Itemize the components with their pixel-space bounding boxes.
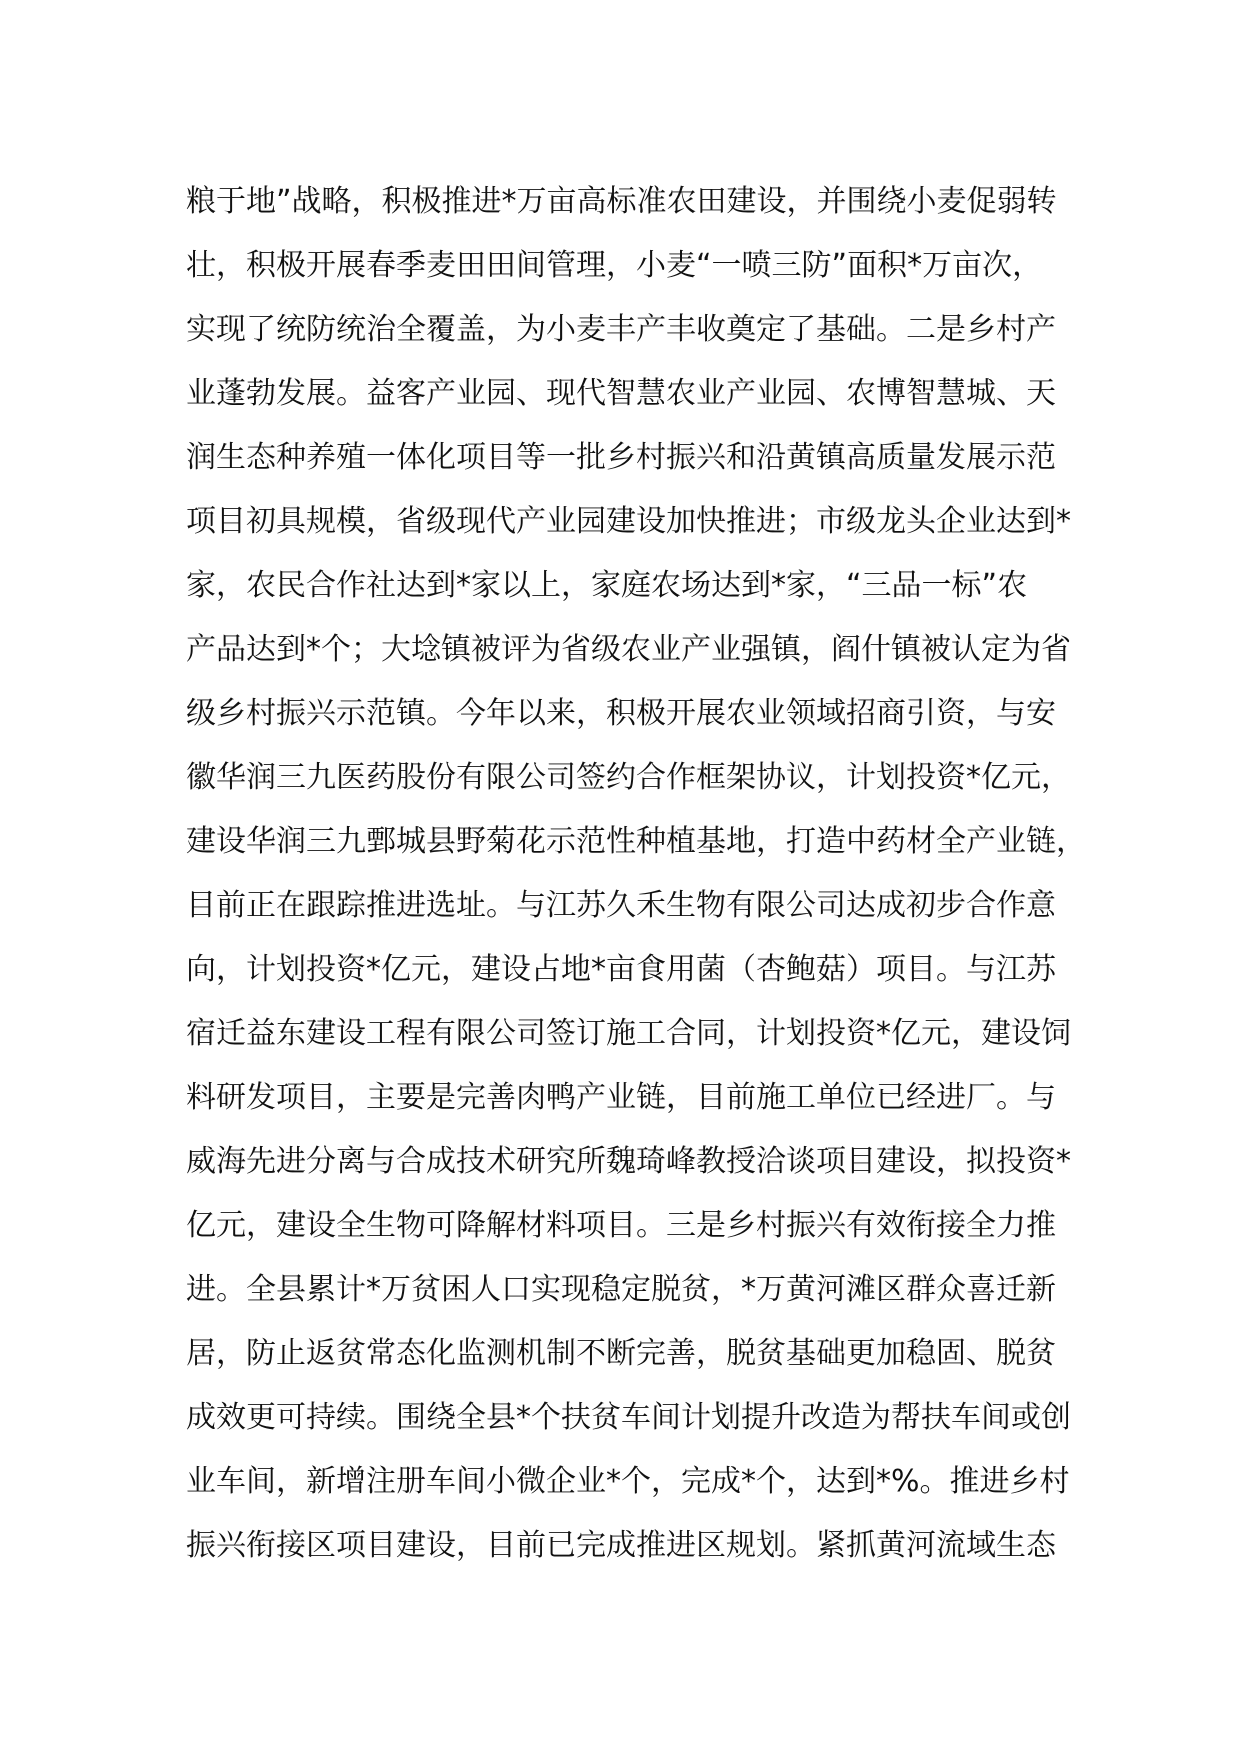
text-line: 料研发项目，主要是完善肉鸭产业链，目前施工单位已经进厂。与 (186, 1080, 1056, 1115)
text-line: 振兴衔接区项目建设，目前已完成推进区规划。紧抓黄河流域生态 (186, 1528, 1056, 1563)
text-line: 居，防止返贫常态化监测机制不断完善，脱贫基础更加稳固、脱贫 (186, 1336, 1056, 1371)
text-line: 家，农民合作社达到*家以上，家庭农场达到*家，“三品一标”农 (186, 568, 1028, 603)
text-line: 建设华润三九鄄城县野菊花示范性种植基地，打造中药材全产业链， (186, 824, 1086, 859)
text-line: 亿元，建设全生物可降解材料项目。三是乡村振兴有效衔接全力推 (186, 1208, 1056, 1243)
text-line: 润生态种养殖一体化项目等一批乡村振兴和沿黄镇高质量发展示范 (186, 440, 1056, 475)
text-line: 项目初具规模，省级现代产业园建设加快推进；市级龙头企业达到* (186, 504, 1071, 539)
text-line: 向，计划投资*亿元，建设占地*亩食用菌（杏鲍菇）项目。与江苏 (186, 952, 1056, 987)
text-line: 目前正在跟踪推进选址。与江苏久禾生物有限公司达成初步合作意 (186, 888, 1056, 923)
text-line: 产品达到*个；大埝镇被评为省级农业产业强镇，阎什镇被认定为省 (186, 632, 1071, 667)
text-line: 业蓬勃发展。益客产业园、现代智慧农业产业园、农博智慧城、天 (186, 376, 1056, 411)
text-line: 级乡村振兴示范镇。今年以来，积极开展农业领域招商引资，与安 (186, 696, 1056, 731)
text-line: 宿迁益东建设工程有限公司签订施工合同，计划投资*亿元，建设饲 (186, 1016, 1071, 1051)
text-line: 业车间，新增注册车间小微企业*个，完成*个，达到*%。推进乡村 (186, 1464, 1070, 1499)
text-line: 成效更可持续。围绕全县*个扶贫车间计划提升改造为帮扶车间或创 (186, 1400, 1071, 1435)
text-line: 徽华润三九医药股份有限公司签约合作框架协议，计划投资*亿元， (186, 760, 1071, 795)
text-line: 壮，积极开展春季麦田田间管理，小麦“一喷三防”面积*万亩次， (186, 248, 1043, 283)
body-paragraph (186, 170, 1086, 1578)
text-line: 进。全县累计*万贫困人口实现稳定脱贫，*万黄河滩区群众喜迁新 (186, 1272, 1056, 1307)
text-line: 威海先进分离与合成技术研究所魏琦峰教授洽谈项目建设，拟投资* (186, 1144, 1071, 1179)
text-line: 粮于地”战略，积极推进*万亩高标准农田建设，并围绕小麦促弱转 (186, 184, 1057, 219)
text-line: 实现了统防统治全覆盖，为小麦丰产丰收奠定了基础。二是乡村产 (186, 312, 1056, 347)
